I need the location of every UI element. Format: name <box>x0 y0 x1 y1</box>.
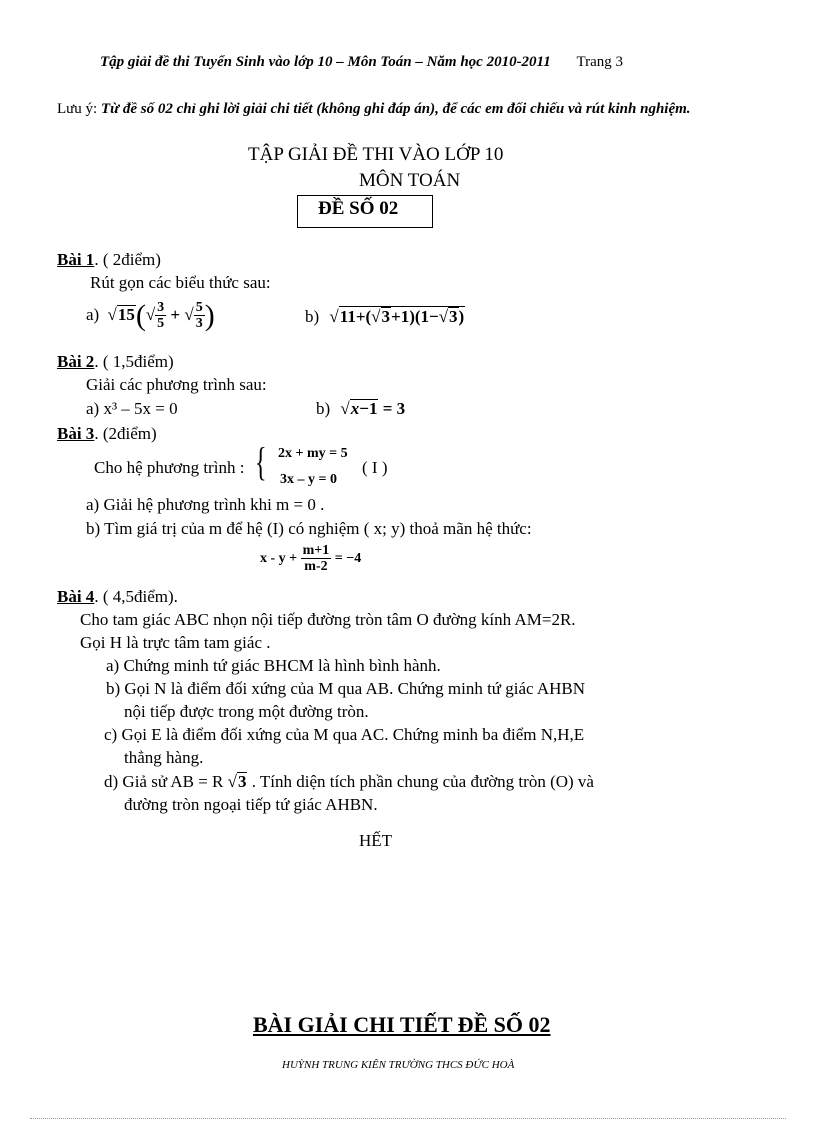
bai4-points: . ( 4,5điểm). <box>94 587 178 606</box>
exam-code: ĐỀ SỐ 02 <box>318 198 399 219</box>
bai4-line1: Cho tam giác ABC nhọn nội tiếp đường tròn tâm O đường kính AM=2R. <box>80 610 576 629</box>
bai4-c1: c) Gọi E là điểm đối xứng của M qua AC. Chứng minh ba điểm N,H,E <box>104 725 585 744</box>
exam-title: TẬP GIẢI ĐỀ THI VÀO LỚP 10 <box>248 144 504 165</box>
note-prefix: Lưu ý: <box>57 101 98 117</box>
page-divider <box>30 1118 786 1119</box>
bai4-heading <box>57 587 178 607</box>
page-number: Trang 3 <box>576 54 624 70</box>
bai1-expr-a: a) √15(√ $\frac{3}{5}$ + √ $\frac{5}{3}$ ) <box>86 298 215 332</box>
bai2-b: b) √x−1 = 3 <box>316 399 406 418</box>
bai3-label: Bài 3 <box>57 424 95 443</box>
bai1-b-label: b) <box>305 307 320 326</box>
bai4-d1-end: . Tính diện tích phần chung của đường tròn (O) và <box>251 772 594 791</box>
bai4-a: a) Chứng minh tứ giác BHCM là hình bình hành. <box>106 656 441 675</box>
bai2-label: Bài 2 <box>57 352 95 371</box>
bai3-eq1: 2x + my = 5 <box>278 446 348 461</box>
bai1-points: . ( 2điểm) <box>94 250 161 269</box>
bai2-b-label: b) <box>316 399 331 418</box>
bai3-b: b) Tìm giá trị của m để hệ (I) có nghiệm ( x; y) thoả mãn hệ thức: <box>86 519 532 538</box>
bai4-b2: nội tiếp được trong một đường tròn. <box>124 702 369 721</box>
bai2-points: . ( 1,5điểm) <box>94 352 174 371</box>
note <box>57 101 691 118</box>
bai4-d1-start: d) Giả sử AB = R <box>104 772 224 791</box>
bai3-system-label: ( I ) <box>362 458 388 477</box>
author-line: HUỲNH TRUNG KIÊN TRƯỜNG THCS ĐỨC HOÀ <box>282 1059 515 1071</box>
bai3-eq2: 3x – y = 0 <box>280 472 337 487</box>
header-title: Tập giải đề thi Tuyển Sinh vào lớp 10 – Môn Toán – Năm học 2010-2011 <box>100 54 551 70</box>
bai1-intro: Rút gọn các biểu thức sau: <box>90 273 271 292</box>
bai3-heading <box>57 424 157 444</box>
bai3-points: . (2điểm) <box>94 424 157 443</box>
bai4-line2: Gọi H là trực tâm tam giác . <box>80 633 271 652</box>
bai4-c2: thẳng hàng. <box>124 748 204 767</box>
bai4-label: Bài 4 <box>57 587 95 606</box>
bai2-intro: Giải các phương trình sau: <box>86 375 267 394</box>
bai2-heading <box>57 352 174 372</box>
bai1-a-label: a) <box>86 304 100 324</box>
bai4-d2: đường tròn ngoại tiếp tứ giác AHBN. <box>124 795 378 814</box>
solution-title: BÀI GIẢI CHI TIẾT ĐỀ SỐ 02 <box>253 1012 551 1037</box>
bai4-b1: b) Gọi N là điểm đối xứng của M qua AB. Chứng minh tứ giác AHBN <box>106 679 586 698</box>
bai2-a: a) x³ – 5x = 0 <box>86 399 178 418</box>
bai1-label: Bài 1 <box>57 250 95 269</box>
system-brace: { <box>255 439 267 484</box>
exam-subject: MÔN TOÁN <box>359 170 461 191</box>
end-marker: HẾT <box>359 831 393 850</box>
bai3-a: a) Giải hệ phương trình khi m = 0 . <box>86 495 325 514</box>
bai1-expr-b: b) √11+(√3+1)(1−√3) <box>305 307 465 326</box>
page-header <box>100 54 623 71</box>
bai4-d1: d) Giả sử AB = R √3 . Tính diện tích phần chung của đường tròn (O) và <box>104 772 594 791</box>
note-text: Từ đề số 02 chỉ ghi lời giải chi tiết (không ghi đáp án), để các em đối chiếu và rút kinh nghiệm. <box>100 101 691 117</box>
bai3-intro: Cho hệ phương trình : <box>94 458 245 477</box>
bai3-condition: x - y + $\frac{m+1}{m-2}$ = −4 <box>260 543 362 575</box>
bai1-heading <box>57 250 161 270</box>
